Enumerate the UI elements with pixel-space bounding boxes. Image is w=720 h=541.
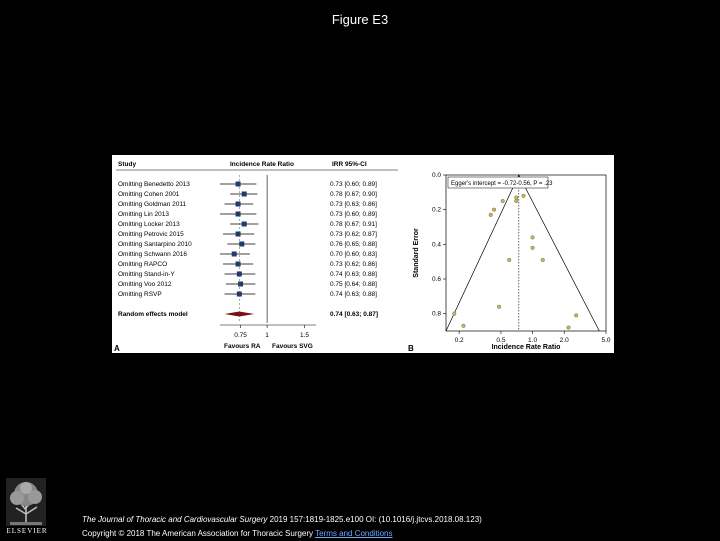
y-tick-label: 0.6 bbox=[431, 276, 441, 283]
study-ci-text: 0.73 [0.62; 0.86] bbox=[330, 261, 377, 268]
terms-link[interactable]: Terms and Conditions bbox=[315, 529, 393, 538]
header-study: Study bbox=[118, 161, 137, 168]
x-tick-label: 1.5 bbox=[299, 332, 309, 339]
x-tick-label: 2.0 bbox=[559, 337, 569, 344]
favours-right: Favours SVG bbox=[272, 343, 313, 350]
study-point bbox=[514, 199, 518, 203]
study-label: Omitting Petrovic 2015 bbox=[118, 231, 184, 238]
study-point bbox=[501, 199, 505, 203]
study-ci-text: 0.74 [0.63; 0.88] bbox=[330, 291, 377, 298]
x-tick-label: 0.5 bbox=[496, 337, 506, 344]
journal-name: The Journal of Thoracic and Cardiovascular Surgery bbox=[82, 515, 268, 524]
study-ci-text: 0.75 [0.64; 0.88] bbox=[330, 281, 377, 288]
study-point bbox=[489, 213, 493, 217]
x-tick-label: 5.0 bbox=[601, 337, 611, 344]
pooled-ci-text: 0.74 [0.63; 0.87] bbox=[330, 311, 379, 318]
study-ci-text: 0.73 [0.63; 0.86] bbox=[330, 201, 377, 208]
study-ci-text: 0.70 [0.60; 0.83] bbox=[330, 251, 377, 258]
funnel-lines bbox=[446, 175, 599, 331]
x-tick-label: 0.2 bbox=[454, 337, 464, 344]
study-point bbox=[522, 194, 526, 198]
y-tick-label: 0.4 bbox=[431, 241, 441, 249]
study-label: Omitting RAPCO bbox=[118, 261, 168, 268]
study-point bbox=[531, 246, 535, 250]
elsevier-wordmark: ELSEVIER bbox=[6, 527, 48, 535]
x-tick-label: 1 bbox=[265, 332, 269, 339]
panel-a-letter: A bbox=[114, 344, 120, 353]
copyright-line bbox=[82, 527, 482, 541]
citation-text: 2019 157:1819-1825.e100 OI: (10.1016/j.jtcvs.2018.08.123) bbox=[267, 515, 482, 524]
funnel-plot bbox=[112, 155, 614, 353]
study-label: Omitting Stand-in-Y bbox=[118, 271, 175, 278]
study-label: Omitting Voo 2012 bbox=[118, 281, 172, 288]
study-point bbox=[514, 196, 518, 200]
study-point bbox=[462, 324, 466, 328]
study-point bbox=[453, 312, 457, 316]
panel-b-letter: B bbox=[408, 344, 414, 353]
study-point bbox=[567, 326, 571, 330]
study-point bbox=[574, 314, 578, 318]
study-point bbox=[507, 258, 511, 262]
study-label: Omitting Lin 2013 bbox=[118, 211, 169, 218]
study-label: Omitting RSVP bbox=[118, 291, 162, 298]
x-axis-label: Incidence Rate Ratio bbox=[491, 344, 561, 351]
study-label: Omitting Locker 2013 bbox=[118, 221, 180, 228]
study-label: Omitting Benedetto 2013 bbox=[118, 181, 190, 188]
study-ci-text: 0.74 [0.63; 0.88] bbox=[330, 271, 377, 278]
y-tick-label: 0.8 bbox=[431, 310, 441, 318]
egger-text: Egger's intercept = -0.72-0.56, P = .23 bbox=[451, 181, 553, 187]
y-tick-label: 0.2 bbox=[431, 206, 441, 214]
study-point bbox=[541, 258, 545, 262]
study-point bbox=[492, 208, 496, 212]
header-ci: IRR 95%-CI bbox=[332, 161, 367, 168]
study-point bbox=[497, 305, 501, 309]
study-label: Omitting Schwann 2016 bbox=[118, 251, 188, 258]
y-tick-label: 0.0 bbox=[431, 172, 441, 179]
study-ci-text: 0.78 [0.67; 0.90] bbox=[330, 191, 377, 198]
x-tick-label: 1.0 bbox=[528, 337, 538, 344]
x-tick-label: 0.75 bbox=[234, 332, 247, 339]
plot-frame bbox=[446, 175, 606, 331]
study-ci-text: 0.73 [0.62; 0.87] bbox=[330, 231, 377, 238]
header-irr: Incidence Rate Ratio bbox=[230, 161, 294, 168]
study-ci-text: 0.73 [0.60; 0.89] bbox=[330, 211, 377, 218]
study-ci-text: 0.78 [0.67; 0.91] bbox=[330, 221, 377, 228]
study-ci-text: 0.76 [0.65; 0.88] bbox=[330, 241, 377, 248]
study-label: Omitting Cohen 2001 bbox=[118, 191, 180, 198]
study-label: Omitting Goldman 2011 bbox=[118, 201, 187, 208]
copyright-text: Copyright © 2018 The American Association for Thoracic Surgery bbox=[82, 529, 316, 538]
study-point bbox=[531, 236, 535, 240]
figure-panel bbox=[112, 155, 614, 353]
citation-line bbox=[82, 513, 482, 527]
y-axis-label: Standard Error bbox=[413, 228, 420, 278]
study-ci-text: 0.73 [0.60; 0.89] bbox=[330, 181, 377, 188]
study-label: Omitting Santarpino 2010 bbox=[118, 241, 192, 248]
favours-left: Favours RA bbox=[224, 343, 261, 350]
footer bbox=[82, 513, 482, 541]
pooled-label: Random effects model bbox=[118, 311, 188, 318]
slide-title: Figure E3 bbox=[331, 12, 389, 27]
